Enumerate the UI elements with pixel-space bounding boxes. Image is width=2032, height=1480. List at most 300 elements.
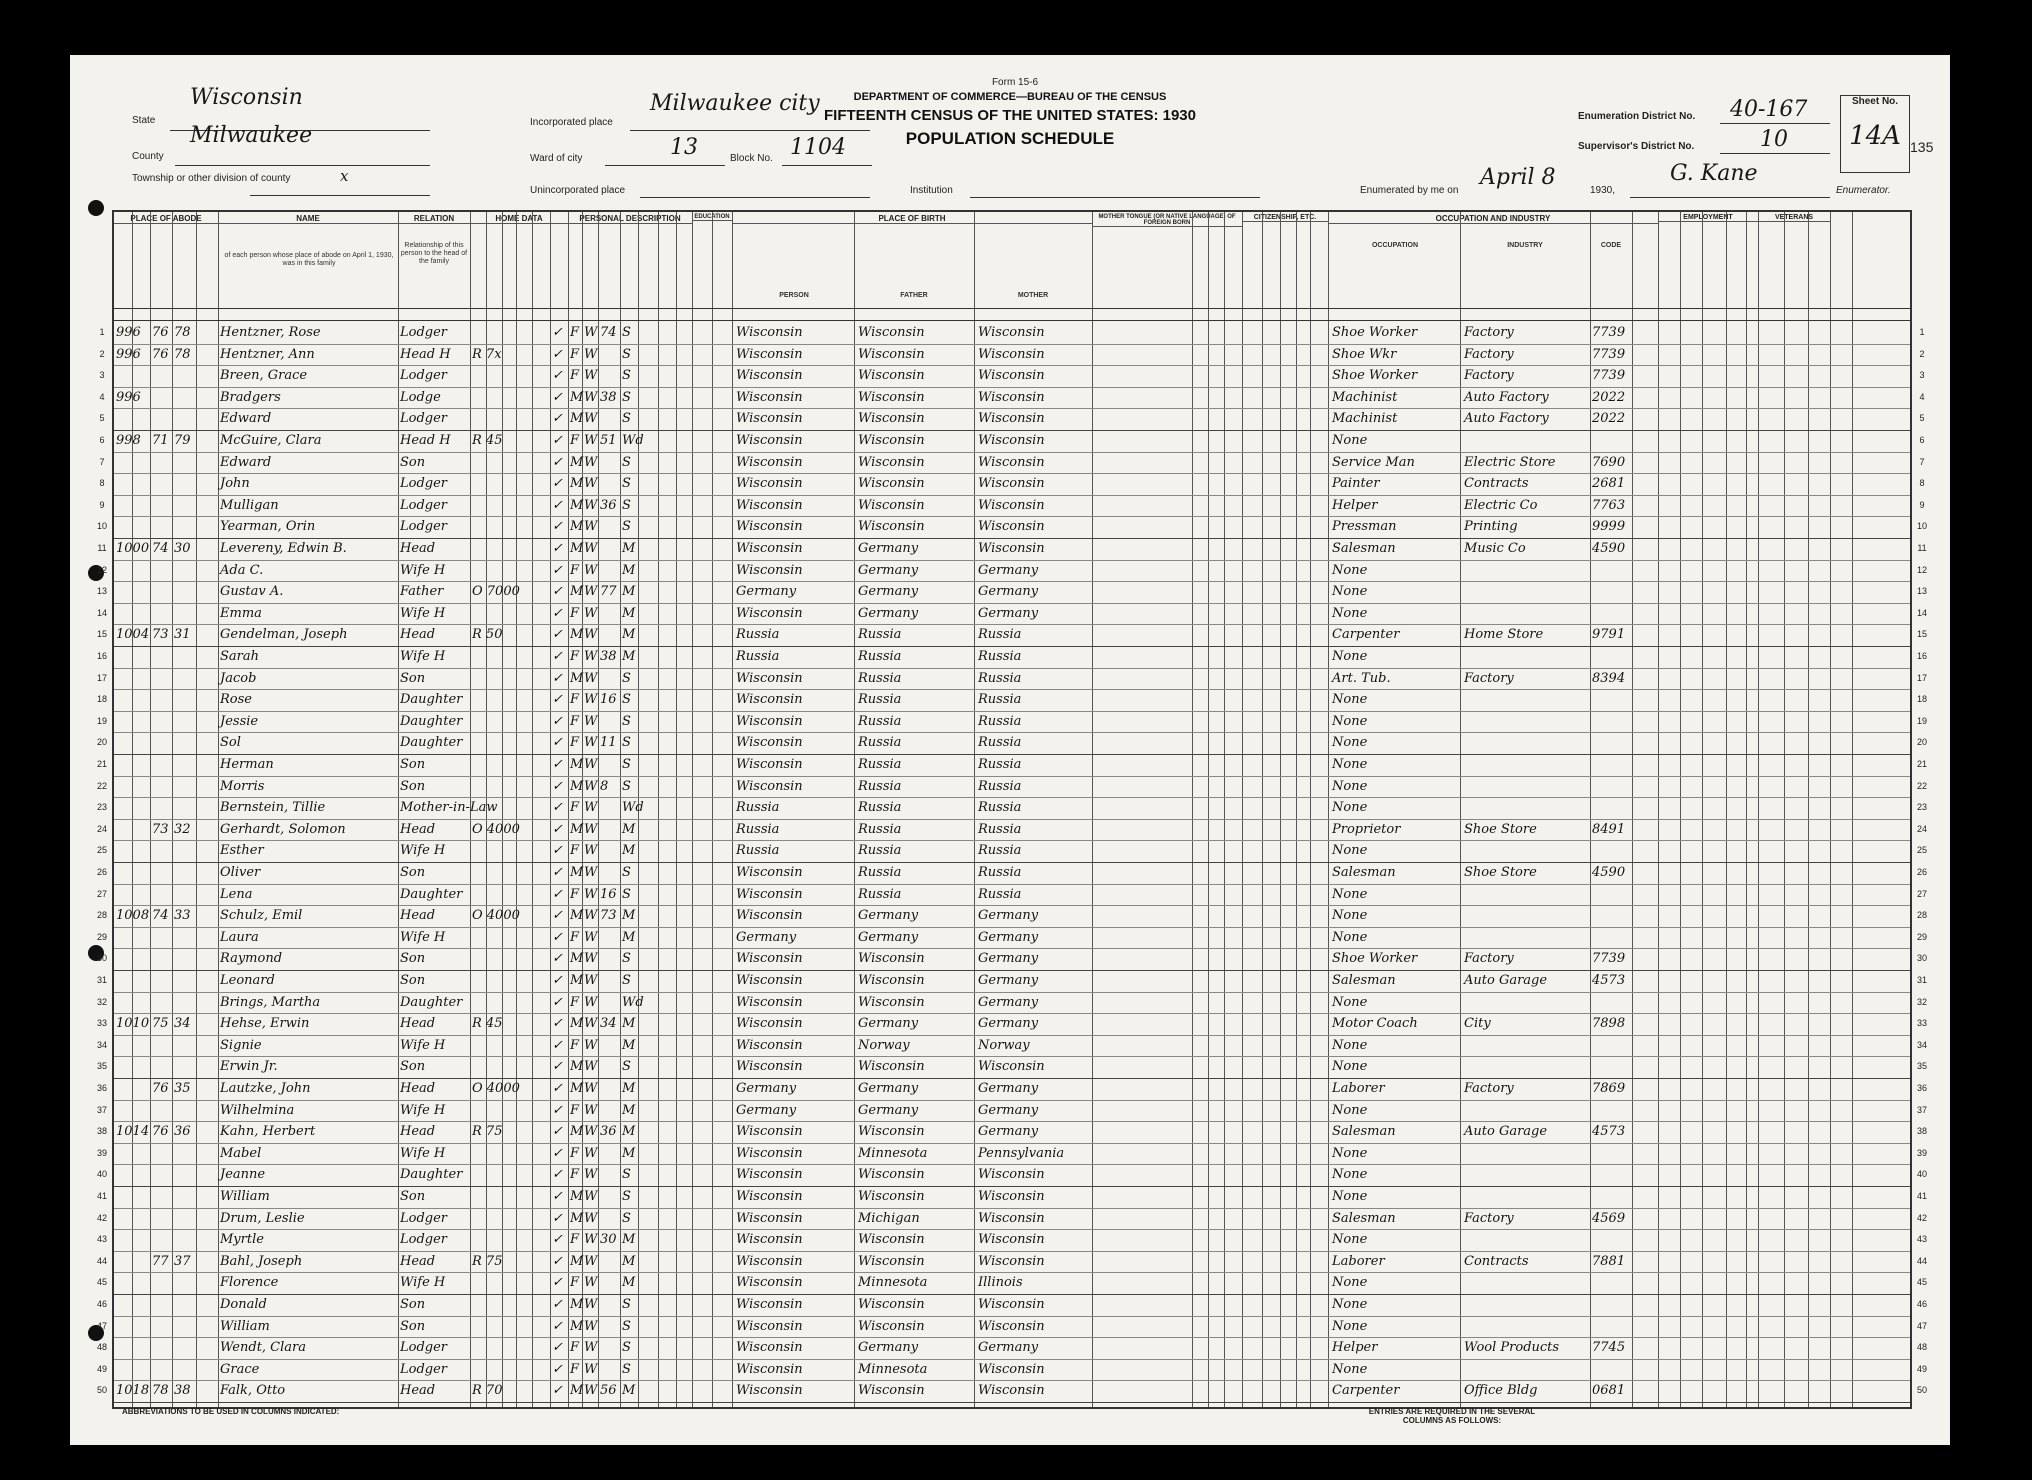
cell-birth: Wisconsin bbox=[736, 346, 803, 362]
cell-occ: Shoe Worker bbox=[1332, 368, 1418, 384]
cell-birth: Wisconsin bbox=[736, 541, 803, 556]
cell-occ: Helper bbox=[1332, 497, 1378, 513]
cell-mother: Russia bbox=[978, 649, 1022, 664]
cell-sex: M bbox=[570, 1297, 584, 1312]
cell-occ: None bbox=[1332, 886, 1368, 902]
row-number: 43 bbox=[96, 1234, 107, 1245]
cell-ms: M bbox=[622, 1037, 636, 1053]
cell-street: 1008 bbox=[116, 908, 150, 924]
state-value: Wisconsin bbox=[190, 85, 303, 110]
cell-birth: Wisconsin bbox=[736, 1340, 803, 1356]
cell-rel: Daughter bbox=[400, 692, 463, 708]
row-number: 45 bbox=[96, 1277, 107, 1288]
cell-name: John bbox=[220, 476, 250, 492]
cell-ms: S bbox=[622, 973, 631, 988]
row-number: 8 bbox=[1919, 478, 1925, 489]
cell-occ: Painter bbox=[1332, 476, 1380, 492]
cell-rel: Father bbox=[400, 584, 444, 600]
cell-father: Germany bbox=[858, 929, 919, 945]
cell-race: W bbox=[584, 800, 598, 816]
cell-occ: None bbox=[1332, 994, 1368, 1010]
cell-ind: Auto Factory bbox=[1464, 411, 1549, 427]
cell-birth: Wisconsin bbox=[736, 562, 803, 578]
row-number: 7 bbox=[99, 456, 105, 467]
check-icon: ✓ bbox=[552, 973, 563, 988]
cell-age: 36 bbox=[600, 1124, 617, 1140]
cell-sex: F bbox=[570, 649, 580, 664]
cell-father: Russia bbox=[858, 713, 902, 729]
abbrev-title: ABBREVIATIONS TO BE USED IN COLUMNS INDICATED: bbox=[122, 1407, 340, 1416]
enum-district-value: 40-167 bbox=[1730, 97, 1808, 122]
cell-mother: Wisconsin bbox=[978, 325, 1045, 340]
cell-age: 38 bbox=[600, 649, 617, 664]
cell-mother: Russia bbox=[978, 692, 1022, 708]
cell-race: W bbox=[584, 994, 598, 1010]
cell-sex: M bbox=[570, 1016, 584, 1032]
cell-ms: S bbox=[622, 519, 631, 535]
cell-occ: None bbox=[1332, 1318, 1368, 1334]
check-icon: ✓ bbox=[552, 1318, 563, 1334]
group-relation: RELATION bbox=[398, 214, 470, 224]
row-number: 13 bbox=[1916, 586, 1927, 597]
row-number: 1 bbox=[99, 327, 105, 337]
cell-ind: Auto Garage bbox=[1464, 973, 1548, 988]
cell-ms: S bbox=[622, 368, 631, 384]
cell-father: Russia bbox=[858, 627, 902, 643]
cell-occ: Salesman bbox=[1332, 1124, 1396, 1140]
cell-ind: Factory bbox=[1464, 951, 1514, 967]
cell-ms: S bbox=[622, 865, 631, 880]
cell-sex: F bbox=[570, 433, 580, 448]
cell-race: W bbox=[584, 1102, 598, 1118]
cell-ms: M bbox=[622, 1124, 636, 1140]
cell-father: Germany bbox=[858, 1340, 919, 1356]
cell-fam: 35 bbox=[174, 1081, 191, 1096]
cell-rel: Wife H bbox=[400, 605, 446, 621]
row-number: 50 bbox=[1916, 1385, 1927, 1396]
cell-rel: Lodger bbox=[400, 1232, 448, 1248]
cell-father: Minnesota bbox=[858, 1275, 928, 1291]
cell-occ: None bbox=[1332, 1275, 1368, 1291]
cell-rel: Daughter bbox=[400, 886, 463, 902]
check-icon: ✓ bbox=[552, 1124, 563, 1140]
cell-father: Wisconsin bbox=[858, 994, 925, 1010]
row-number: 16 bbox=[1916, 651, 1927, 661]
cell-mother: Wisconsin bbox=[978, 1189, 1045, 1204]
cell-occ: None bbox=[1332, 1167, 1368, 1183]
cell-home: R 7x bbox=[472, 346, 502, 362]
cell-code: 7739 bbox=[1592, 325, 1626, 340]
cell-age: 16 bbox=[600, 692, 617, 708]
cell-occ: None bbox=[1332, 735, 1368, 751]
cell-rel: Head H bbox=[400, 433, 451, 448]
cell-sex: M bbox=[570, 1318, 584, 1334]
row-number: 30 bbox=[1916, 953, 1927, 964]
cell-birth: Germany bbox=[736, 584, 797, 600]
cell-ms: M bbox=[622, 1081, 636, 1096]
cell-mother: Russia bbox=[978, 757, 1022, 772]
cell-birth: Wisconsin bbox=[736, 497, 803, 513]
cell-name: Lautzke, John bbox=[220, 1081, 311, 1096]
cell-occ: None bbox=[1332, 433, 1368, 448]
cell-dw: 73 bbox=[152, 821, 169, 837]
ward-label: Ward of city bbox=[530, 153, 583, 164]
cell-birth: Germany bbox=[736, 929, 797, 945]
cell-ms: S bbox=[622, 454, 631, 470]
cell-ms: S bbox=[622, 1059, 631, 1075]
cell-age: 36 bbox=[600, 497, 617, 513]
cell-birth: Wisconsin bbox=[736, 1232, 803, 1248]
cell-father: Russia bbox=[858, 735, 902, 751]
cell-race: W bbox=[584, 757, 598, 772]
row-number: 29 bbox=[96, 931, 107, 942]
cell-race: W bbox=[584, 411, 598, 427]
cell-race: W bbox=[584, 973, 598, 988]
county-value: Milwaukee bbox=[190, 123, 313, 148]
entries-title: ENTRIES ARE REQUIRED IN THE SEVERAL COLUMNS AS FOLLOWS: bbox=[1368, 1407, 1536, 1425]
cell-street: 1000 bbox=[116, 541, 150, 556]
cell-race: W bbox=[584, 713, 598, 729]
check-icon: ✓ bbox=[552, 929, 563, 945]
cell-rel: Lodger bbox=[400, 519, 448, 535]
cell-rel: Lodger bbox=[400, 325, 448, 340]
cell-father: Wisconsin bbox=[858, 1232, 925, 1248]
check-icon: ✓ bbox=[552, 1037, 563, 1053]
cell-name: Sol bbox=[220, 735, 241, 751]
cell-code: 8491 bbox=[1592, 821, 1626, 837]
cell-mother: Wisconsin bbox=[978, 541, 1045, 556]
cell-father: Germany bbox=[858, 1016, 919, 1032]
row-number: 20 bbox=[96, 737, 107, 748]
cell-age: 74 bbox=[600, 325, 617, 340]
row-number: 49 bbox=[96, 1363, 107, 1374]
cell-fam: 32 bbox=[174, 821, 191, 837]
cell-sex: F bbox=[570, 1037, 580, 1053]
cell-birth: Wisconsin bbox=[736, 1361, 803, 1377]
cell-rel: Head bbox=[400, 908, 436, 924]
enumerated-year: 1930, bbox=[1590, 185, 1616, 196]
cell-birth: Wisconsin bbox=[736, 1189, 803, 1204]
cell-rel: Son bbox=[400, 1189, 426, 1204]
cell-birth: Wisconsin bbox=[736, 433, 803, 448]
cell-birth: Russia bbox=[736, 821, 780, 837]
father-subhead: FATHER bbox=[900, 292, 928, 299]
cell-age: 38 bbox=[600, 389, 617, 405]
row-number: 12 bbox=[96, 564, 107, 575]
check-icon: ✓ bbox=[552, 692, 563, 708]
cell-race: W bbox=[584, 929, 598, 945]
cell-rel: Son bbox=[400, 951, 426, 967]
cell-father: Russia bbox=[858, 865, 902, 880]
cell-birth: Wisconsin bbox=[736, 605, 803, 621]
cell-rel: Wife H bbox=[400, 843, 446, 859]
cell-name: Bradgers bbox=[220, 389, 281, 405]
cell-rel: Wife H bbox=[400, 1037, 446, 1053]
cell-birth: Wisconsin bbox=[736, 368, 803, 384]
cell-occ: None bbox=[1332, 1102, 1368, 1118]
cell-code: 7763 bbox=[1592, 497, 1626, 513]
check-icon: ✓ bbox=[552, 411, 563, 427]
cell-occ: None bbox=[1332, 1361, 1368, 1377]
row-number: 31 bbox=[96, 975, 107, 985]
cell-name: Leonard bbox=[220, 973, 275, 988]
row-number: 40 bbox=[96, 1169, 107, 1180]
cell-father: Wisconsin bbox=[858, 1383, 925, 1399]
cell-birth: Wisconsin bbox=[736, 908, 803, 924]
state-label: State bbox=[132, 115, 156, 126]
cell-fam: 36 bbox=[174, 1124, 191, 1140]
cell-sex: F bbox=[570, 325, 580, 340]
cell-name: Emma bbox=[220, 605, 262, 621]
check-icon: ✓ bbox=[552, 584, 563, 600]
cell-father: Minnesota bbox=[858, 1361, 928, 1377]
cell-ind: Electric Store bbox=[1464, 454, 1556, 470]
township-label: Township or other division of county bbox=[132, 173, 291, 184]
row-number: 22 bbox=[96, 780, 107, 791]
cell-name: Gendelman, Joseph bbox=[220, 627, 348, 643]
cell-rel: Wife H bbox=[400, 562, 446, 578]
incorporated-label: Incorporated place bbox=[530, 117, 613, 128]
row-number: 18 bbox=[96, 694, 107, 705]
cell-occ: Salesman bbox=[1332, 541, 1396, 556]
cell-sex: M bbox=[570, 1059, 584, 1075]
row-number: 5 bbox=[99, 413, 105, 424]
cell-ms: M bbox=[622, 1253, 636, 1269]
row-number: 3 bbox=[1919, 370, 1925, 381]
group-citizenship: CITIZENSHIP, ETC. bbox=[1242, 214, 1328, 222]
cell-mother: Wisconsin bbox=[978, 389, 1045, 405]
institution-label: Institution bbox=[910, 185, 953, 196]
cell-fam: 79 bbox=[174, 433, 191, 448]
cell-sex: F bbox=[570, 368, 580, 384]
check-icon: ✓ bbox=[552, 1081, 563, 1096]
cell-father: Germany bbox=[858, 1081, 919, 1096]
cell-ms: M bbox=[622, 605, 636, 621]
cell-ind: Electric Co bbox=[1464, 497, 1538, 513]
cell-rel: Lodger bbox=[400, 476, 448, 492]
cell-mother: Germany bbox=[978, 562, 1039, 578]
cell-home: R 50 bbox=[472, 627, 503, 643]
cell-rel: Son bbox=[400, 1059, 426, 1075]
cell-race: W bbox=[584, 1037, 598, 1053]
cell-race: W bbox=[584, 1383, 598, 1399]
cell-ind: Shoe Store bbox=[1464, 821, 1537, 837]
cell-ind: Factory bbox=[1464, 346, 1514, 362]
cell-street: 996 bbox=[116, 325, 141, 340]
check-icon: ✓ bbox=[552, 562, 563, 578]
check-icon: ✓ bbox=[552, 1059, 563, 1075]
cell-birth: Wisconsin bbox=[736, 325, 803, 340]
cell-rel: Head bbox=[400, 1124, 436, 1140]
cell-mother: Wisconsin bbox=[978, 346, 1045, 362]
enumerated-date: April 8 bbox=[1480, 165, 1556, 190]
cell-father: Wisconsin bbox=[858, 951, 925, 967]
row-number: 11 bbox=[97, 543, 107, 553]
cell-ms: M bbox=[622, 562, 636, 578]
footer bbox=[112, 1407, 1908, 1443]
cell-sex: M bbox=[570, 1383, 584, 1399]
group-home-data: HOME DATA bbox=[470, 214, 568, 224]
cell-ms: M bbox=[622, 1016, 636, 1032]
cell-mother: Illinois bbox=[978, 1275, 1023, 1291]
cell-father: Germany bbox=[858, 908, 919, 924]
cell-occ: Salesman bbox=[1332, 1210, 1396, 1226]
cell-ms: M bbox=[622, 843, 636, 859]
cell-race: W bbox=[584, 1232, 598, 1248]
row-number: 38 bbox=[96, 1126, 107, 1137]
group-place-of-birth: PLACE OF BIRTH bbox=[732, 214, 1092, 224]
cell-sex: F bbox=[570, 605, 580, 621]
cell-ms: Wd bbox=[622, 800, 644, 816]
cell-sex: M bbox=[570, 627, 584, 643]
check-icon: ✓ bbox=[552, 994, 563, 1010]
row-number: 34 bbox=[1916, 1039, 1927, 1050]
cell-mother: Germany bbox=[978, 951, 1039, 967]
cell-occ: Motor Coach bbox=[1332, 1016, 1418, 1032]
row-number: 34 bbox=[96, 1039, 107, 1050]
cell-race: W bbox=[584, 1253, 598, 1269]
cell-birth: Wisconsin bbox=[736, 1318, 803, 1334]
cell-dw: 74 bbox=[152, 908, 169, 924]
check-icon: ✓ bbox=[552, 389, 563, 405]
cell-father: Minnesota bbox=[858, 1145, 928, 1161]
cell-mother: Wisconsin bbox=[978, 497, 1045, 513]
cell-dw: 74 bbox=[152, 541, 169, 556]
cell-birth: Wisconsin bbox=[736, 670, 803, 686]
check-icon: ✓ bbox=[552, 476, 563, 492]
check-icon: ✓ bbox=[552, 865, 563, 880]
cell-father: Russia bbox=[858, 649, 902, 664]
cell-code: 9999 bbox=[1592, 519, 1626, 535]
cell-name: Mabel bbox=[220, 1145, 262, 1161]
cell-sex: F bbox=[570, 713, 580, 729]
cell-code: 4573 bbox=[1592, 973, 1626, 988]
row-number: 14 bbox=[96, 607, 107, 618]
cell-father: Wisconsin bbox=[858, 519, 925, 535]
form-number: Form 15-6 bbox=[991, 77, 1039, 88]
cell-ms: M bbox=[622, 584, 636, 600]
cell-fam: 33 bbox=[174, 908, 191, 924]
department-title: DEPARTMENT OF COMMERCE—BUREAU OF THE CENSUS bbox=[853, 91, 1167, 103]
cell-ms: S bbox=[622, 713, 631, 729]
cell-mother: Wisconsin bbox=[978, 411, 1045, 427]
cell-name: Sarah bbox=[220, 649, 259, 664]
row-number: 49 bbox=[1916, 1363, 1927, 1374]
cell-code: 4590 bbox=[1592, 541, 1626, 556]
cell-father: Germany bbox=[858, 541, 919, 556]
check-icon: ✓ bbox=[552, 670, 563, 686]
check-icon: ✓ bbox=[552, 1016, 563, 1032]
cell-birth: Wisconsin bbox=[736, 476, 803, 492]
ward-value: 13 bbox=[670, 135, 698, 160]
group-employment: EMPLOYMENT bbox=[1658, 214, 1758, 222]
cell-sex: M bbox=[570, 476, 584, 492]
cell-name: Bahl, Joseph bbox=[220, 1253, 303, 1269]
cell-sex: M bbox=[570, 951, 584, 967]
cell-father: Wisconsin bbox=[858, 973, 925, 988]
cell-ind: City bbox=[1464, 1016, 1491, 1032]
cell-sex: M bbox=[570, 1124, 584, 1140]
row-number: 23 bbox=[96, 802, 107, 813]
cell-sex: F bbox=[570, 929, 580, 945]
cell-occ: Shoe Worker bbox=[1332, 951, 1418, 967]
row-number: 18 bbox=[1916, 694, 1927, 705]
cell-race: W bbox=[584, 1340, 598, 1356]
cell-sex: F bbox=[570, 843, 580, 859]
cell-sex: M bbox=[570, 670, 584, 686]
row-number: 2 bbox=[99, 348, 105, 359]
row-number: 44 bbox=[96, 1255, 107, 1266]
cell-ind: Wool Products bbox=[1464, 1340, 1560, 1356]
cell-mother: Russia bbox=[978, 670, 1022, 686]
cell-name: Jessie bbox=[220, 713, 259, 729]
cell-ind: Auto Factory bbox=[1464, 389, 1549, 405]
row-number: 27 bbox=[1916, 888, 1927, 899]
supervisor-label: Supervisor's District No. bbox=[1578, 141, 1695, 152]
cell-birth: Wisconsin bbox=[736, 1383, 803, 1399]
row-number: 26 bbox=[1916, 867, 1927, 877]
cell-mother: Germany bbox=[978, 1102, 1039, 1118]
census-sheet bbox=[70, 55, 1950, 1445]
cell-mother: Germany bbox=[978, 929, 1039, 945]
cell-sex: M bbox=[570, 389, 584, 405]
cell-ind: Factory bbox=[1464, 325, 1514, 340]
cell-name: Falk, Otto bbox=[220, 1383, 286, 1399]
cell-mother: Germany bbox=[978, 1340, 1039, 1356]
cell-mother: Russia bbox=[978, 800, 1022, 816]
check-icon: ✓ bbox=[552, 1297, 563, 1312]
cell-name: Wilhelmina bbox=[220, 1102, 295, 1118]
row-number: 25 bbox=[1916, 845, 1927, 856]
cell-street: 1018 bbox=[116, 1383, 150, 1399]
cell-mother: Wisconsin bbox=[978, 1167, 1045, 1183]
cell-dw: 76 bbox=[152, 325, 169, 340]
cell-race: W bbox=[584, 670, 598, 686]
cell-ms: S bbox=[622, 735, 631, 751]
cell-rel: Wife H bbox=[400, 1275, 446, 1291]
cell-ms: M bbox=[622, 821, 636, 837]
cell-mother: Wisconsin bbox=[978, 1361, 1045, 1377]
cell-mother: Wisconsin bbox=[978, 1059, 1045, 1075]
incorporated-value: Milwaukee city bbox=[650, 91, 820, 116]
cell-father: Germany bbox=[858, 1102, 919, 1118]
row-number: 14 bbox=[1916, 607, 1927, 618]
cell-race: W bbox=[584, 865, 598, 880]
census-title: FIFTEENTH CENSUS OF THE UNITED STATES: 1930 bbox=[824, 107, 1196, 124]
check-icon: ✓ bbox=[552, 497, 563, 513]
cell-father: Russia bbox=[858, 843, 902, 859]
cell-name: Gustav A. bbox=[220, 584, 284, 600]
check-icon: ✓ bbox=[552, 951, 563, 967]
cell-ms: S bbox=[622, 1210, 631, 1226]
cell-rel: Daughter bbox=[400, 713, 463, 729]
cell-ms: M bbox=[622, 1102, 636, 1118]
cell-race: W bbox=[584, 368, 598, 384]
cell-ind: Factory bbox=[1464, 1081, 1514, 1096]
cell-mother: Wisconsin bbox=[978, 1383, 1045, 1399]
cell-sex: F bbox=[570, 562, 580, 578]
row-number: 17 bbox=[1916, 672, 1927, 683]
cell-sex: F bbox=[570, 1361, 580, 1377]
cell-race: W bbox=[584, 627, 598, 643]
group-place-of-abode: PLACE OF ABODE bbox=[114, 214, 218, 224]
cell-occ: None bbox=[1332, 692, 1368, 708]
row-number: 47 bbox=[96, 1320, 107, 1331]
cell-ind: Office Bldg bbox=[1464, 1383, 1538, 1399]
block-value: 1104 bbox=[790, 135, 846, 160]
cell-ms: S bbox=[622, 389, 631, 405]
cell-birth: Wisconsin bbox=[736, 973, 803, 988]
